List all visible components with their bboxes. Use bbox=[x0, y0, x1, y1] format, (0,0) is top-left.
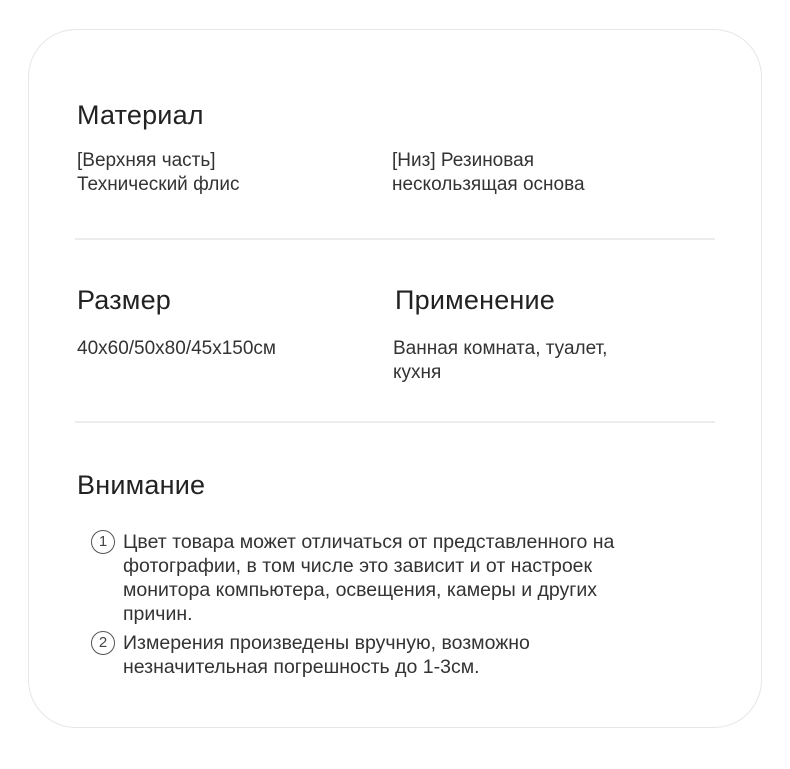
attention-note-2 bbox=[91, 631, 731, 679]
attention-note-2-text: Измерения произведены вручную, возможно незначительная погрешность до 1-3см. bbox=[123, 632, 530, 678]
divider-1 bbox=[75, 238, 715, 240]
material-bottom-label: [Низ] Резиновая bbox=[392, 150, 534, 171]
circled-number-1: 1 bbox=[91, 530, 115, 554]
usage-value-line2: кухня bbox=[393, 362, 442, 383]
material-bottom-value: нескользящая основа bbox=[392, 174, 585, 195]
material-upper-value: Технический флис bbox=[77, 174, 240, 195]
size-value: 40x60/50x80/45x150см bbox=[77, 338, 276, 359]
attention-heading: Внимание bbox=[77, 470, 206, 500]
divider-2 bbox=[75, 421, 715, 423]
circled-number-2: 2 bbox=[91, 631, 115, 655]
material-heading: Материал bbox=[77, 100, 204, 130]
attention-note-1 bbox=[91, 530, 731, 626]
attention-note-1-text: Цвет товара может отличаться от представленного на фотографии, в том числе это зависит и от настроек монитора компьютера, освещения, камеры и других причин. bbox=[123, 531, 615, 625]
usage-heading: Применение bbox=[395, 285, 556, 315]
size-heading: Размер bbox=[77, 285, 171, 315]
material-upper-label: [Верхняя часть] bbox=[77, 150, 216, 171]
usage-value-line1: Ванная комната, туалет, bbox=[393, 338, 608, 359]
